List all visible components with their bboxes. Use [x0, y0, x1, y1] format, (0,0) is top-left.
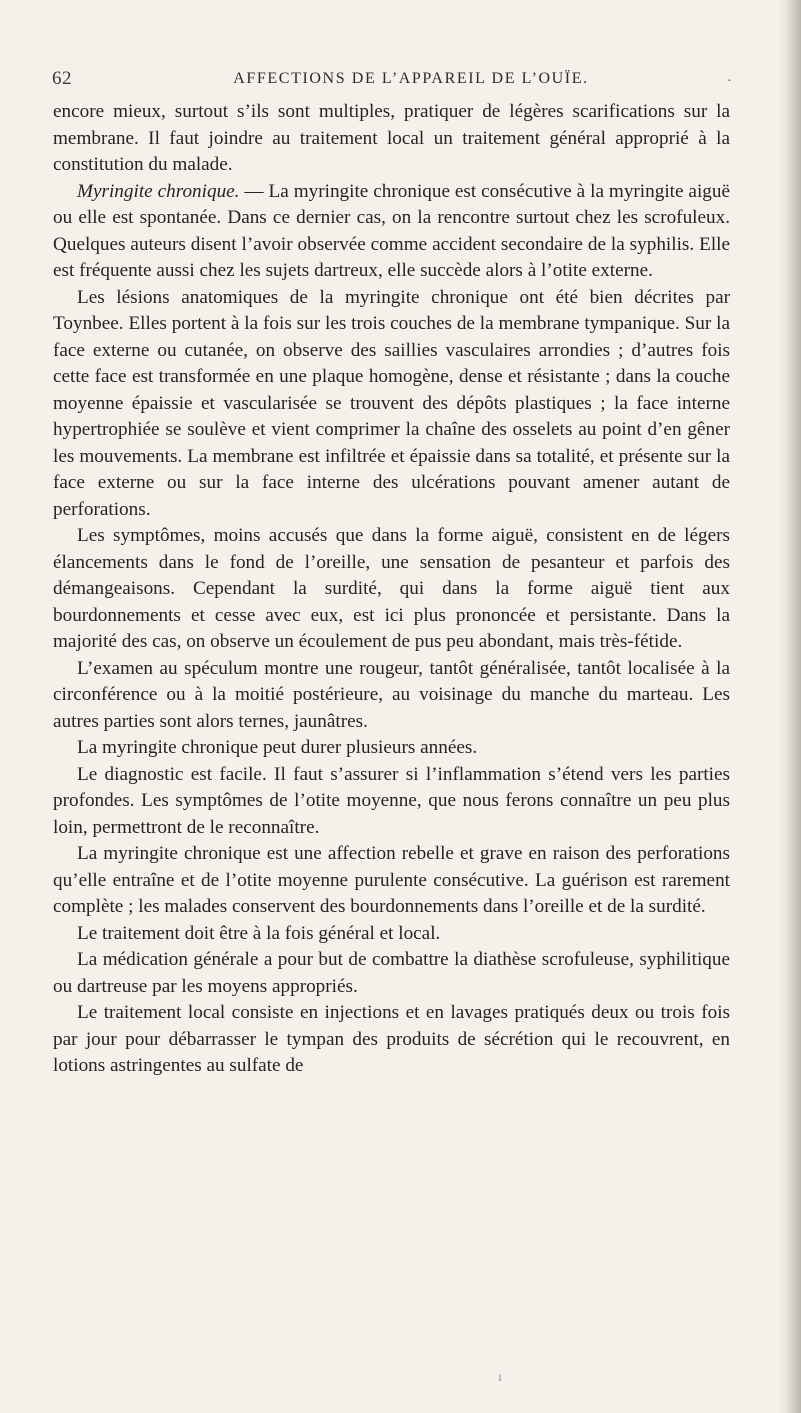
paragraph-3: Les lésions anatomiques de la myringite chronique ont été bien décrites par Toynbee. Elles portent à la fois sur les trois couches de la membrane tympanique. Sur la face externe ou cutanée, on observe des saillies vasculaires arrondies ; d’autres fois cette face est transformée en une plaque homogène, dense et résistante ; dans la couche moyenne épaissie et vascularisée se trouvent des dépôts plastiques ; la face interne hypertrophiée se soulève et vient comprimer la chaîne des osselets au point d’en gêner les mouvements. La membrane est infiltrée et épaissie dans sa totalité, et présente sur la face externe ou sur la face interne des ulcérations pouvant amener autant de perforations.	[53, 286, 730, 520]
paragraph-2	[53, 179, 730, 285]
paragraph-8: La myringite chronique est une affection rebelle et grave en raison des perforations qu’elle entraîne et de l’otite moyenne purulente consécutive. La guérison est rarement complète ; les malades conservent des bourdonnements dans l’oreille et de la surdité.	[53, 843, 730, 917]
body-text	[53, 99, 730, 1080]
paragraph-6: La myringite chronique peut durer plusieurs années.	[77, 737, 478, 758]
paragraph-11: Le traitement local consiste en injections et en lavages pratiqués deux ou trois fois par jour pour débarrasser le tympan des produits de sécrétion qui le recouvrent, en lotions astringentes au sulfate de	[53, 1002, 730, 1076]
header-mark: ·	[727, 74, 732, 89]
paragraph-1: encore mieux, surtout s’ils sont multiples, pratiquer de légères scarifications sur la membrane. Il faut joindre au traitement local un traitement général approprié à la constitution du malade.	[53, 101, 730, 175]
page-header	[52, 68, 732, 94]
paragraph-5: L’examen au spéculum montre une rougeur, tantôt généralisée, tantôt localisée à la circonférence ou à la moitié postérieure, au voisinage du manche du marteau. Les autres parties sont alors ternes, jaunâtres.	[53, 657, 730, 732]
running-head: AFFECTIONS DE L’APPAREIL DE L’OUÏE.	[233, 70, 589, 87]
paragraph-9: Le traitement doit être à la fois général et local.	[77, 922, 441, 944]
paragraph-10: La médication générale a pour but de combattre la diathèse scrofuleuse, syphilitique ou dartreuse par les moyens appropriés.	[53, 949, 730, 997]
paragraph-7: Le diagnostic est facile. Il faut s’assurer si l’inflammation s’étend vers les parties profondes. Les symptômes de l’otite moyenne, que nous ferons connaître un peu plus loin, permettront de le reconnaître.	[53, 763, 730, 838]
paragraph-2-text: — La myringite chronique est consécutive à la myringite aiguë ou elle est spontanée. Dans ce dernier cas, on la rencontre surtout chez les scrofuleux. Quelques auteurs disent l’avoir observée comme accident secondaire de la syphilis. Elle est fréquente aussi chez les sujets dartreux, elle succède alors à l’otite externe.	[53, 180, 730, 281]
section-title-myringite-chronique: Myringite chronique.	[77, 180, 240, 202]
page-edge-shadow	[779, 0, 801, 1413]
paragraph-4: Les symptômes, moins accusés que dans la forme aiguë, consistent en de légers élancements dans le fond de l’oreille, une sensation de pesanteur et parfois des démangeaisons. Cependant la surdité, qui dans la forme aiguë tient aux bourdonnements et cesse avec eux, est ici plus prononcée et persistante. Dans la majorité des cas, on observe un écoulement de pus peu abondant, mais très-fétide.	[53, 525, 730, 652]
page-number: 62	[52, 68, 72, 89]
footer-mark: ı	[498, 1370, 502, 1385]
